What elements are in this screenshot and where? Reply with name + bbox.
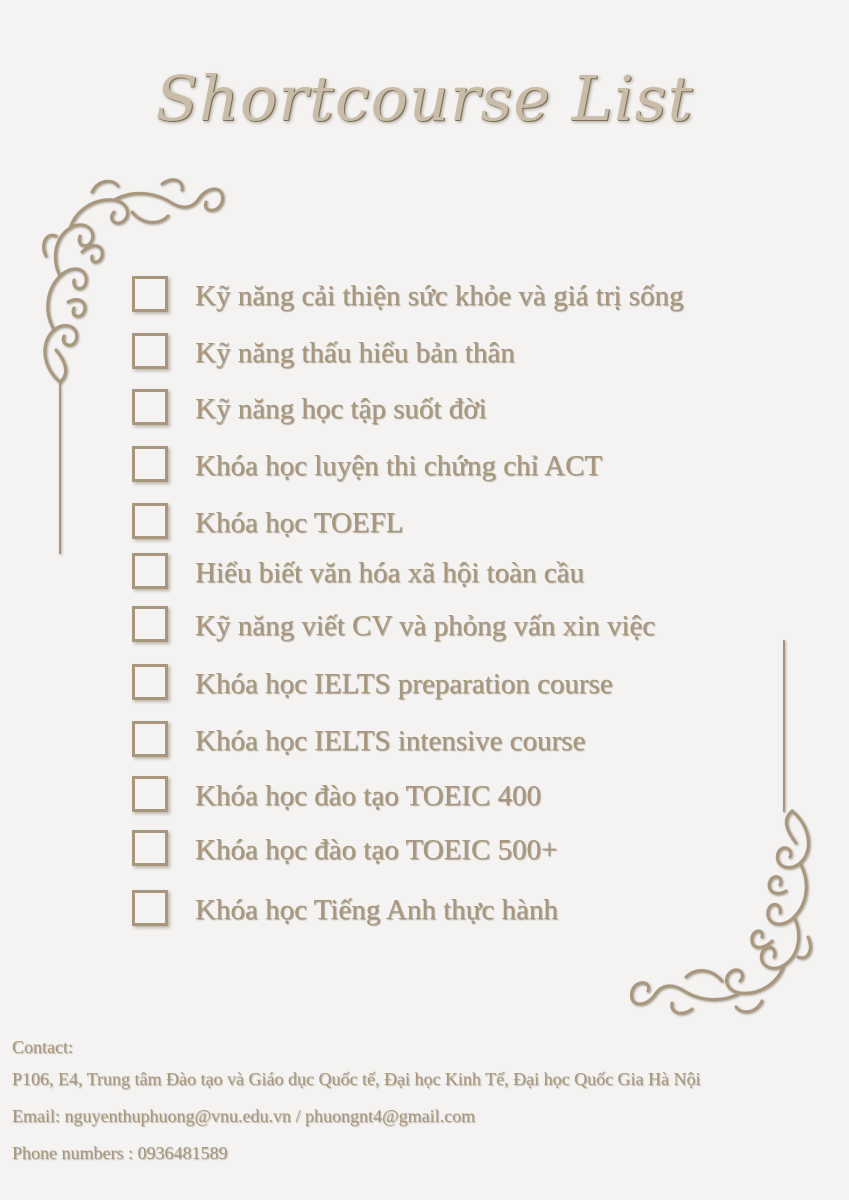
course-label: Khóa học đào tạo TOEIC 500+ [195, 834, 558, 866]
page-title: Shortcourse List [155, 62, 694, 135]
course-checkbox[interactable] [132, 664, 168, 700]
course-item[interactable] [132, 389, 772, 433]
course-checkbox[interactable] [132, 830, 168, 866]
course-checkbox[interactable] [132, 333, 168, 369]
contact-address: P106, E4, Trung tâm Đào tạo và Giáo dục Quốc tế, Đại học Kinh Tế, Đại học Quốc Gia Hà Nội [12, 1069, 701, 1089]
course-label: Kỹ năng viết CV và phỏng vấn xin việc [195, 610, 656, 642]
course-label: Khóa học TOEFL [195, 507, 404, 539]
course-item[interactable] [132, 333, 772, 377]
course-item[interactable] [132, 890, 772, 934]
contact-phone: Phone numbers : 0936481589 [12, 1143, 228, 1163]
course-label: Khóa học Tiếng Anh thực hành [195, 894, 558, 926]
course-checkbox[interactable] [132, 503, 168, 539]
contact-email: Email: nguyenthuphuong@vnu.edu.vn / phuongnt4@gmail.com [12, 1106, 476, 1126]
course-item[interactable] [132, 721, 772, 765]
course-item[interactable] [132, 276, 772, 320]
course-label: Khóa học IELTS preparation course [195, 668, 613, 700]
course-checkbox[interactable] [132, 389, 168, 425]
course-item[interactable] [132, 606, 772, 650]
course-checkbox[interactable] [132, 446, 168, 482]
course-item[interactable] [132, 776, 772, 820]
course-item[interactable] [132, 503, 772, 547]
course-checkbox[interactable] [132, 606, 168, 642]
course-item[interactable] [132, 553, 772, 597]
course-label: Kỹ năng thấu hiểu bản thân [195, 337, 515, 369]
course-checkbox[interactable] [132, 721, 168, 757]
course-checkbox[interactable] [132, 553, 168, 589]
course-label: Kỹ năng học tập suốt đời [195, 393, 487, 425]
course-label: Hiểu biết văn hóa xã hội toàn cầu [195, 557, 584, 589]
course-label: Khóa học luyện thi chứng chỉ ACT [195, 450, 603, 482]
course-label: Khóa học đào tạo TOEIC 400 [195, 780, 542, 812]
course-item[interactable] [132, 446, 772, 490]
course-label: Khóa học IELTS intensive course [195, 725, 586, 757]
course-checkbox[interactable] [132, 276, 168, 312]
course-checkbox[interactable] [132, 890, 168, 926]
course-item[interactable] [132, 830, 772, 874]
contact-heading: Contact: [12, 1037, 73, 1057]
course-item[interactable] [132, 664, 772, 708]
course-checkbox[interactable] [132, 776, 168, 812]
course-label: Kỹ năng cải thiện sức khỏe và giá trị sống [195, 280, 684, 312]
